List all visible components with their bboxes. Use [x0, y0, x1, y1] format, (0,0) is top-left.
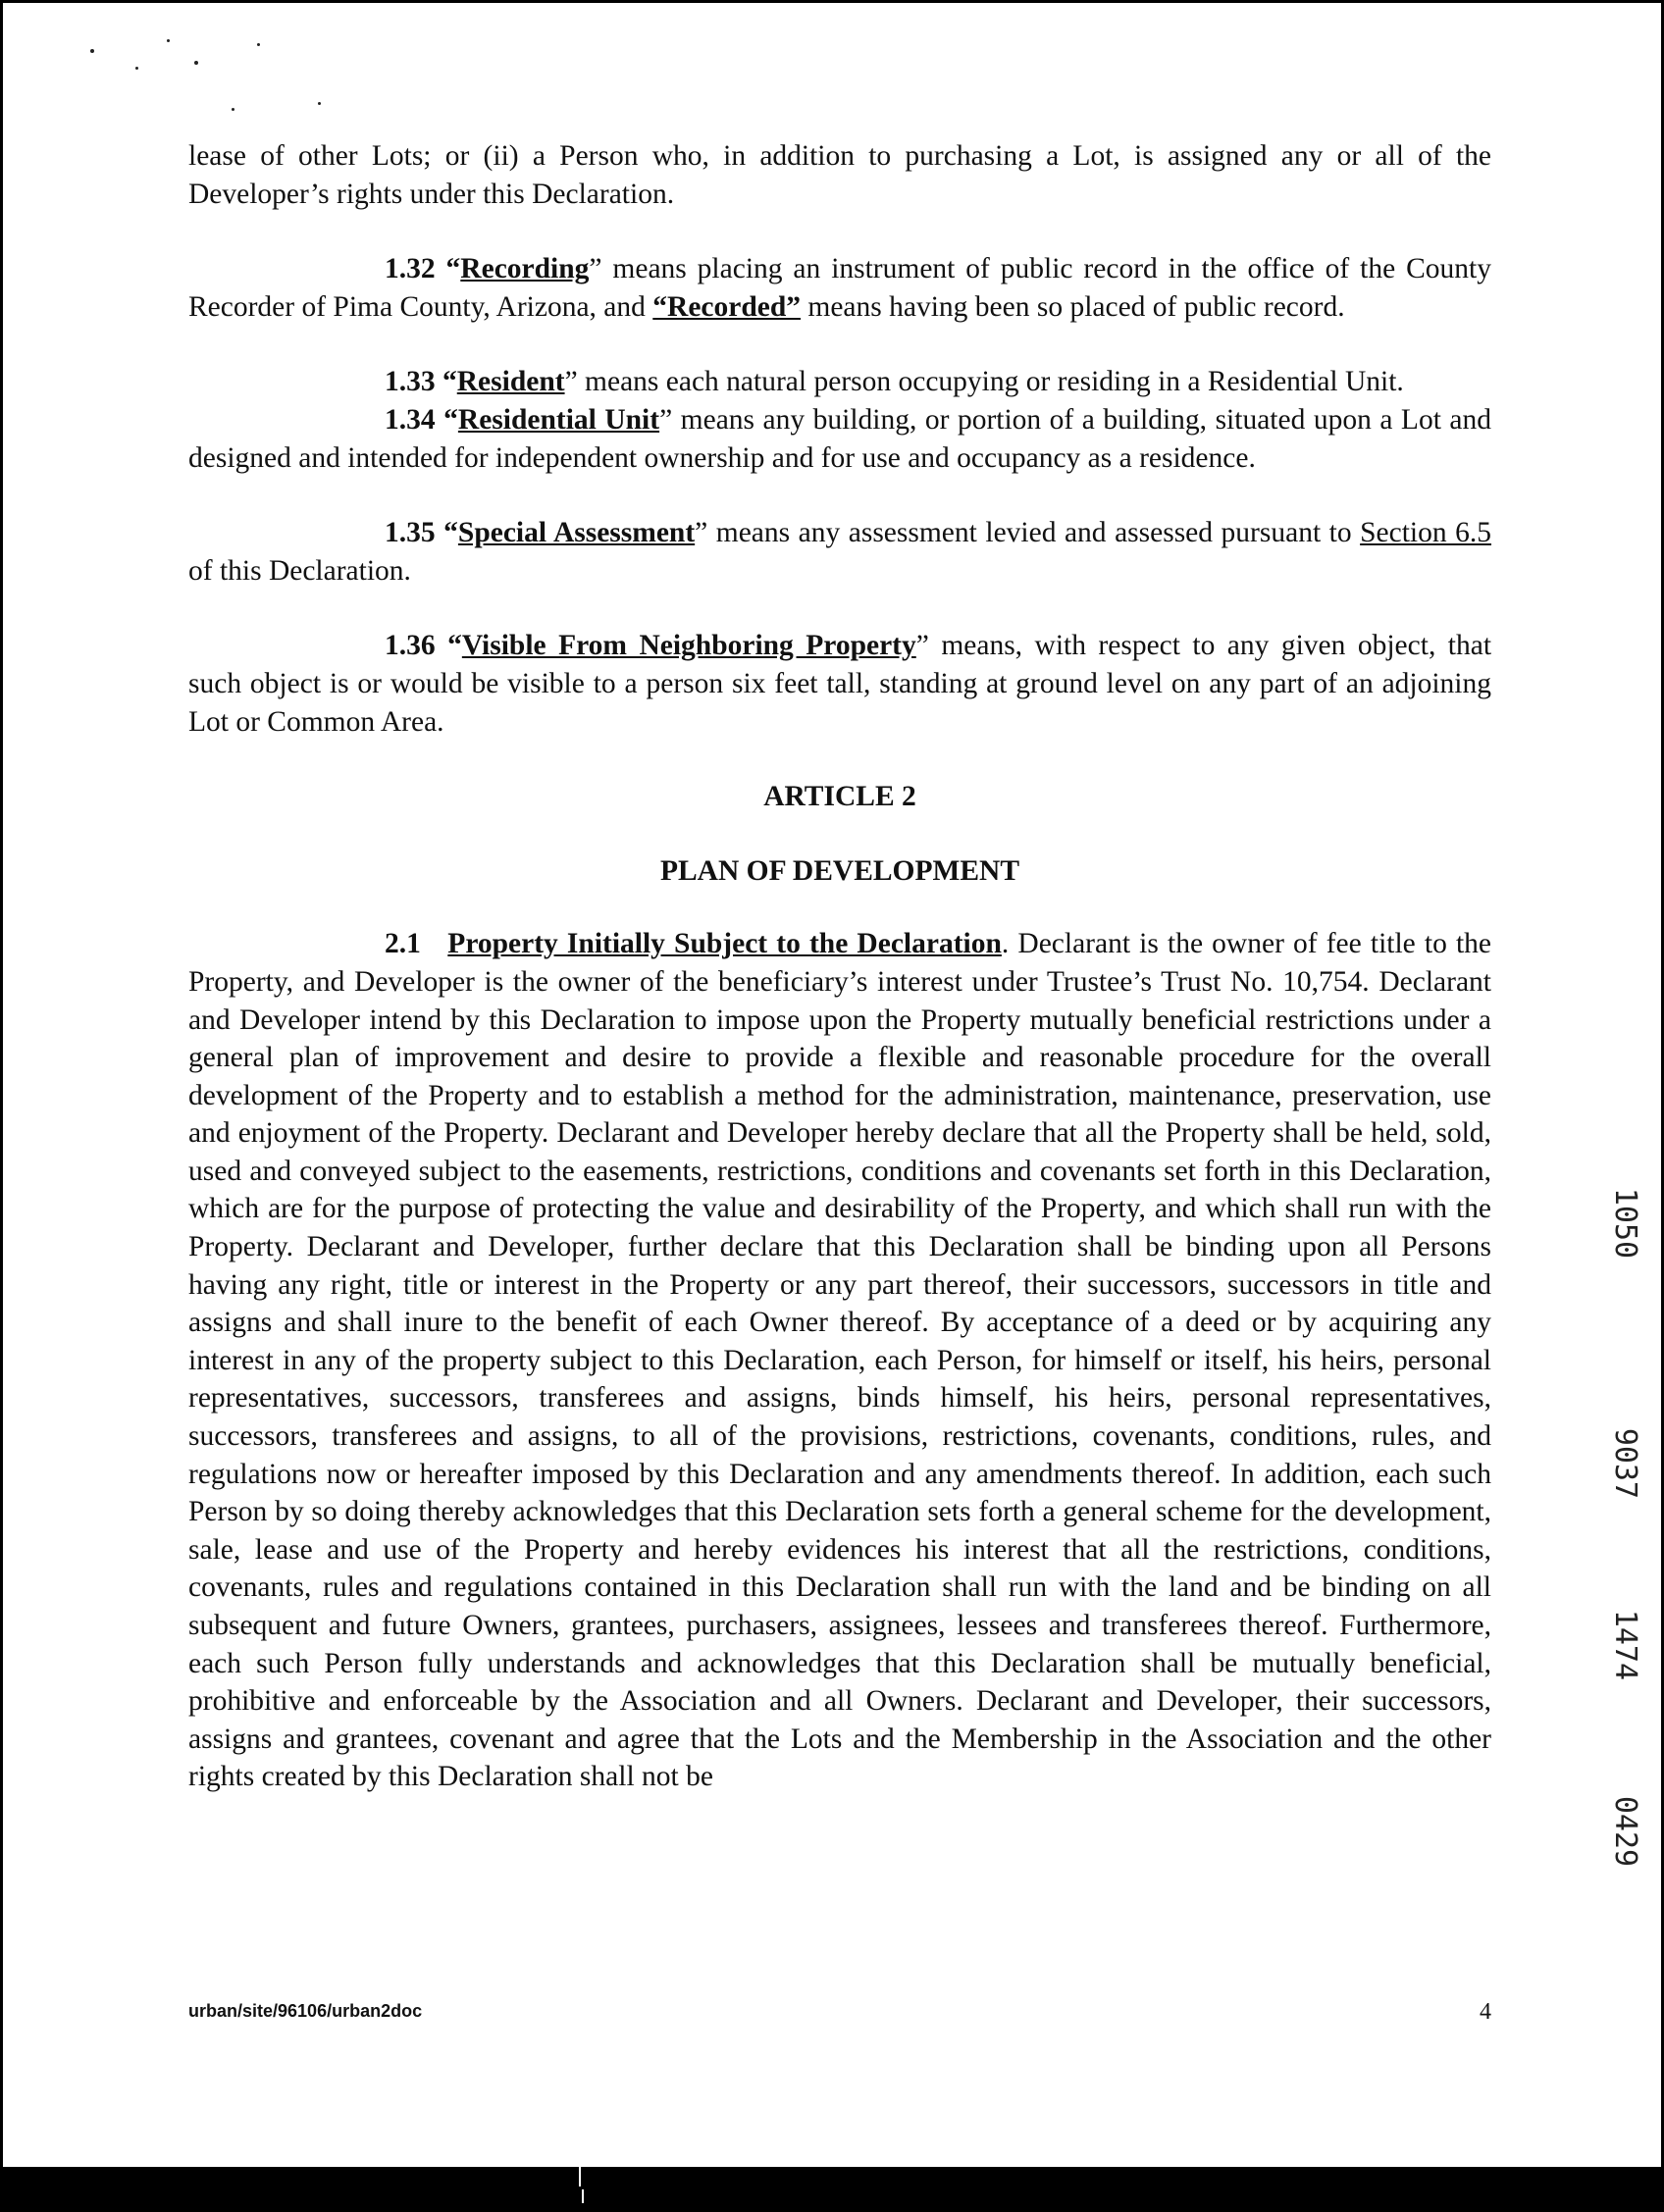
section-number: 1.32 — [385, 253, 436, 285]
defined-term: “Recorded” — [652, 290, 802, 323]
stamp-group-3: 1474 — [1608, 1609, 1642, 1681]
recording-stamp — [1605, 1756, 1644, 1868]
paragraph-continuation — [188, 137, 1491, 213]
quote-open: “ — [435, 630, 462, 662]
quote-open: “ — [435, 253, 461, 285]
section-title: Property Initially Subject to the Declaration — [447, 928, 1002, 960]
stamp-group-4: 0429 — [1608, 1795, 1642, 1868]
recording-stamp — [1605, 1388, 1644, 1500]
document-path: urban/site/96106/urban2doc — [188, 2001, 423, 2021]
scan-speck — [194, 61, 198, 65]
scan-border-left — [0, 0, 3, 2212]
paragraph-text: lease of other Lots; or (ii) a Person who, in addition to purchasing a Lot, is assigned any or all of the Developer’s rights under this Declaration. — [188, 140, 1491, 210]
section-number: 1.36 — [385, 630, 436, 662]
stamp-group-2: 9037 — [1608, 1427, 1642, 1500]
section-number: 1.34 — [385, 403, 436, 436]
defined-term: Recording — [460, 253, 590, 285]
page-number: 4 — [1480, 1999, 1491, 2025]
quote-open: “ — [435, 403, 458, 436]
quote-open: “ — [435, 517, 458, 549]
section-1-33 — [188, 363, 1491, 401]
scan-band-mark — [582, 2189, 584, 2203]
section-text: ” means any assessment levied and assessed pursuant to — [695, 517, 1361, 549]
section-1-36 — [188, 627, 1491, 741]
quote-open: “ — [435, 366, 457, 398]
scan-speck — [318, 102, 321, 105]
scan-bottom-band — [0, 2167, 1664, 2212]
defined-term: Visible From Neighboring Property — [461, 630, 916, 662]
defined-term: Special Assessment — [457, 517, 696, 549]
scan-speck — [257, 43, 260, 46]
scan-speck — [232, 108, 234, 111]
section-text: ” means each natural person occupying or residing in a Residential Unit. — [564, 366, 1404, 398]
section-2-1 — [188, 925, 1491, 1796]
section-text: . Declarant is the owner of fee title to the Property, and Developer is the owner of the beneficiary’s interest under Trustee’s Trust No. 10,754. Declarant and Developer intend by this Declaration to impose upon the Property mutually beneficial restrictions under a general plan of improvement and desire to provide a flexible and reasonable procedure for the overall development of the Property and to establish a method for the administration, maintenance, preservation, use and enjoyment of the Property. Declarant and Developer hereby declare that all the Property shall be held, sold, used and conveyed subject to the easements, restrictions, conditions and covenants set forth in this Declaration, which are for the purpose of protecting the value and desirability of the Property, and which shall run with the Property. Declarant and Developer, further declare that this Declaration shall be binding upon all Persons having any right, title or interest in the Property or any part thereof, their successors, successors in title and assigns and shall inure to the benefit of each Owner thereof. By acceptance of a deed or by acquiring any interest in any of the property subject to this Declaration, each Person, for himself or itself, his heirs, personal representatives, successors, transferees and assigns, binds himself, his heirs, personal representatives, successors, transferees and assigns, to all of the provisions, restrictions, covenants, conditions, rules, and regulations now or hereafter imposed by this Declaration and any amendments thereof. In addition, each such Person by so doing thereby acknowledges that this Declaration sets forth a general scheme for the development, sale, lease and use of the Property and hereby evidences his interest that all the restrictions, conditions, covenants, rules and regulations contained in this Declaration shall run with the land and be binding on all subsequent and future Owners, grantees, purchasers, assignees, lessees and transferees thereof. Furthermore, each such Person fully understands and acknowledges that this Declaration shall be mutually beneficial, prohibitive and enforceable by the Association and all Owners. Declarant and Developer, their successors, assigns and grantees, covenant and agree that the Lots and the Membership in the Association and the other rights created by this Declaration shall not be — [188, 928, 1492, 1793]
section-text: means having been so placed of public record. — [801, 290, 1345, 323]
section-1-35 — [188, 514, 1491, 590]
defined-term: Residential Unit — [457, 403, 660, 436]
section-1-32 — [188, 250, 1491, 326]
section-text: ” means placing an instrument of public record in the office of the County Recorder of Pima County, Arizona, and — [188, 253, 1491, 323]
article-title: PLAN OF DEVELOPMENT — [659, 854, 1020, 887]
section-number: 1.35 — [385, 517, 436, 549]
article-heading: ARTICLE 2 — [763, 781, 916, 813]
page-footer — [188, 2001, 1491, 2031]
scan-speck — [90, 49, 94, 53]
section-text: of this Declaration. — [188, 554, 411, 587]
stamp-group-1: 1050 — [1608, 1187, 1642, 1260]
scan-speck — [167, 39, 170, 42]
recording-stamp — [1605, 1569, 1644, 1681]
section-text: ” means, with respect to any given object, that such object is or would be visible to a person six feet tall, standing at ground level on any part of an adjoining Lot or Common Area. — [188, 630, 1492, 738]
defined-term: Resident — [456, 366, 565, 398]
section-reference: Section 6.5 — [1360, 517, 1492, 549]
document-body — [188, 137, 1491, 1796]
section-text: ” means any building, or portion of a building, situated upon a Lot and designed and intended for independent ownership and for use and occupancy as a residence. — [188, 403, 1492, 474]
scan-band-mark — [579, 2167, 581, 2186]
section-number: 1.33 — [385, 366, 436, 398]
scan-speck — [135, 67, 138, 70]
scan-border-top — [0, 0, 1664, 3]
section-number: 2.1 — [385, 928, 421, 960]
recording-stamp — [1605, 1148, 1644, 1260]
section-1-34 — [188, 401, 1491, 477]
